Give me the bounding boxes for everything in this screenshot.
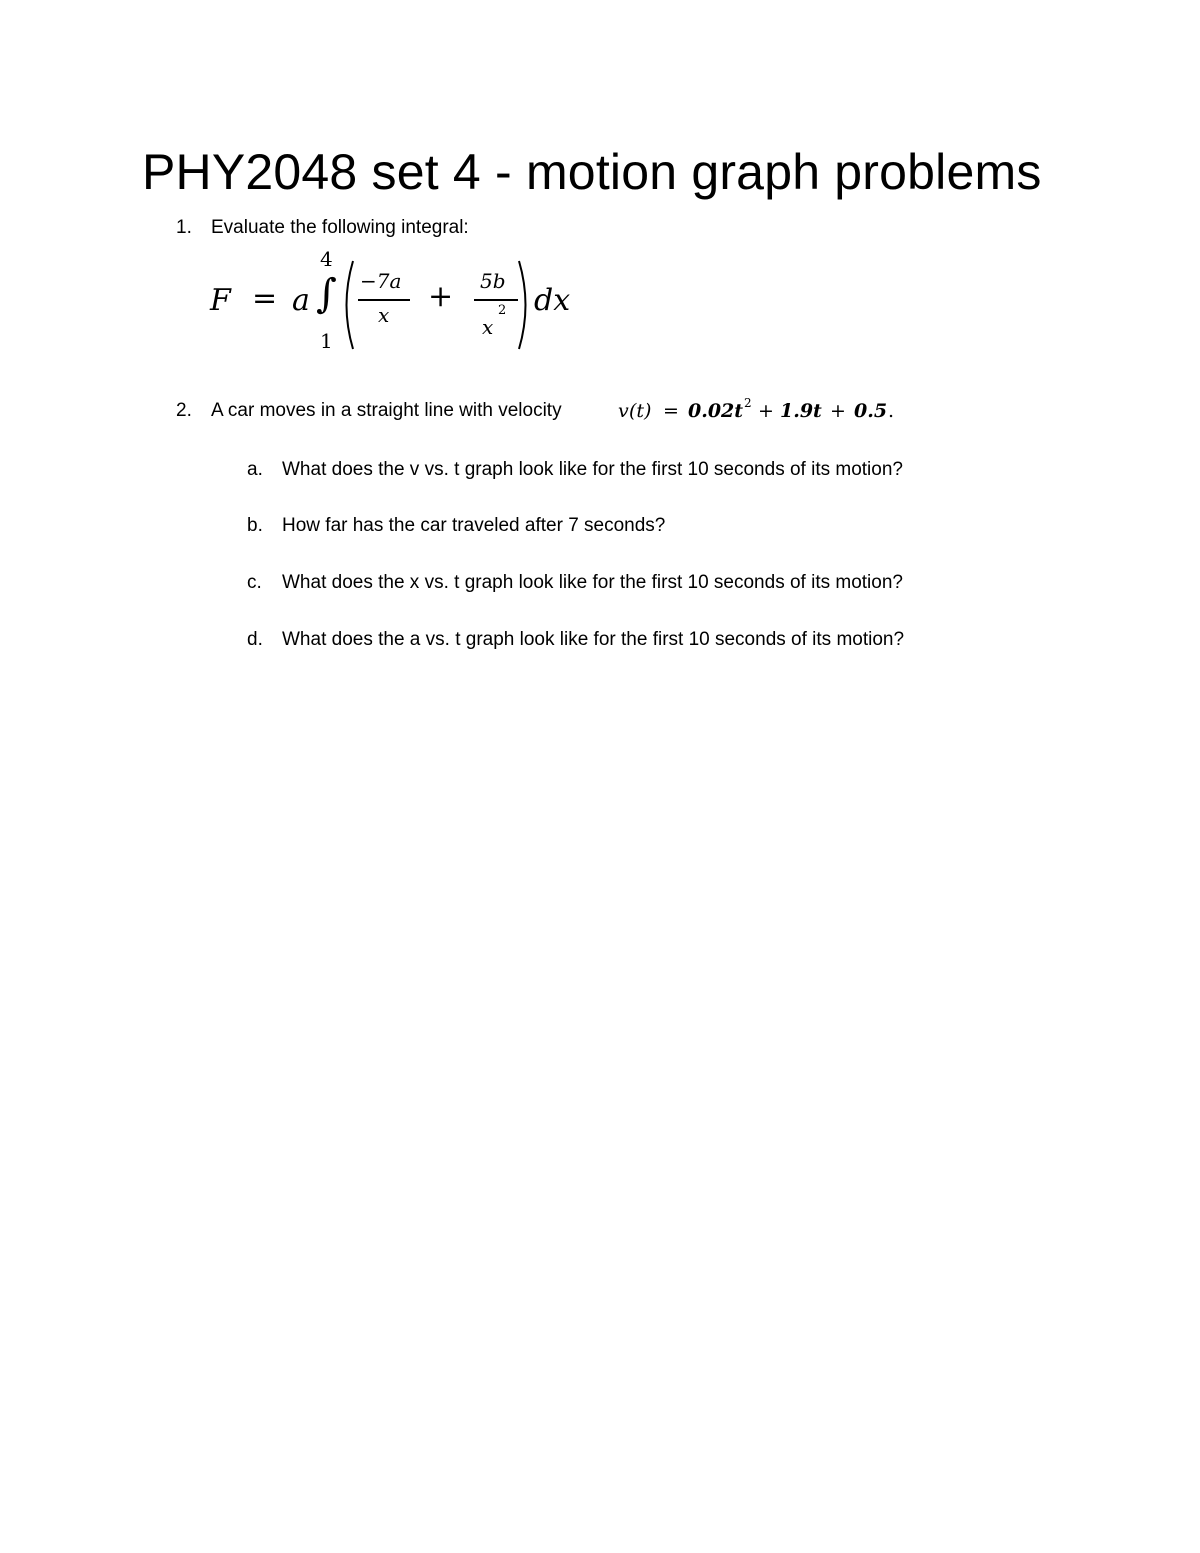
velocity-argument: (t) <box>629 400 652 422</box>
equation-plus: + <box>428 279 454 314</box>
equation-coef: a <box>292 283 310 318</box>
left-parenthesis <box>338 259 356 351</box>
velocity-plus-1: + <box>758 400 774 422</box>
term2-denominator: x <box>482 315 494 339</box>
problem-2-text: A car moves in a straight line with velocity <box>211 400 562 421</box>
problem-1-text: Evaluate the following integral: <box>211 217 469 238</box>
term2-numerator: 5b <box>480 269 506 293</box>
equation-differential: dx <box>534 283 571 318</box>
subpart-b-text: How far has the car traveled after 7 seconds? <box>282 515 666 536</box>
term1-numerator: −7a <box>360 269 402 293</box>
problem-1-number: 1. <box>176 217 192 238</box>
velocity-term3: 0.5 <box>854 400 888 422</box>
equation-equals: = <box>252 281 278 316</box>
problem-2-number: 2. <box>176 400 192 421</box>
integral-upper-limit: 4 <box>320 247 333 271</box>
term1-fraction-bar <box>358 299 410 301</box>
velocity-v: v <box>618 400 629 422</box>
term1-denominator: x <box>378 303 390 327</box>
problem-2 <box>176 398 936 428</box>
term2-exponent: 2 <box>498 303 507 318</box>
subpart-a-text: What does the v vs. t graph look like for the first 10 seconds of its motion? <box>282 459 903 480</box>
velocity-equals: = <box>663 400 679 422</box>
subpart-d-text: What does the a vs. t graph look like for the first 10 seconds of its motion? <box>282 629 905 650</box>
equation-lhs: F <box>210 283 231 318</box>
integral-equation <box>210 245 590 355</box>
velocity-exponent: 2 <box>744 396 752 410</box>
integral-lower-limit: 1 <box>320 329 333 353</box>
page-title: PHY2048 set 4 - motion graph problems <box>142 144 1042 200</box>
subpart-d-letter: d. <box>247 629 263 650</box>
subpart-c-letter: c. <box>247 572 262 593</box>
term2-fraction-bar <box>474 299 518 301</box>
velocity-term2: 1.9t <box>780 400 822 422</box>
velocity-term1: 0.02t <box>688 400 744 422</box>
subpart-c-text: What does the x vs. t graph look like for the first 10 seconds of its motion? <box>282 572 903 593</box>
velocity-plus-2: + <box>830 400 846 422</box>
subpart-b-letter: b. <box>247 515 263 536</box>
integral-sign: ∫ <box>316 271 337 317</box>
velocity-end: . <box>888 400 895 422</box>
right-parenthesis <box>516 259 534 351</box>
problem-1 <box>176 215 676 241</box>
subpart-a-letter: a. <box>247 459 263 480</box>
